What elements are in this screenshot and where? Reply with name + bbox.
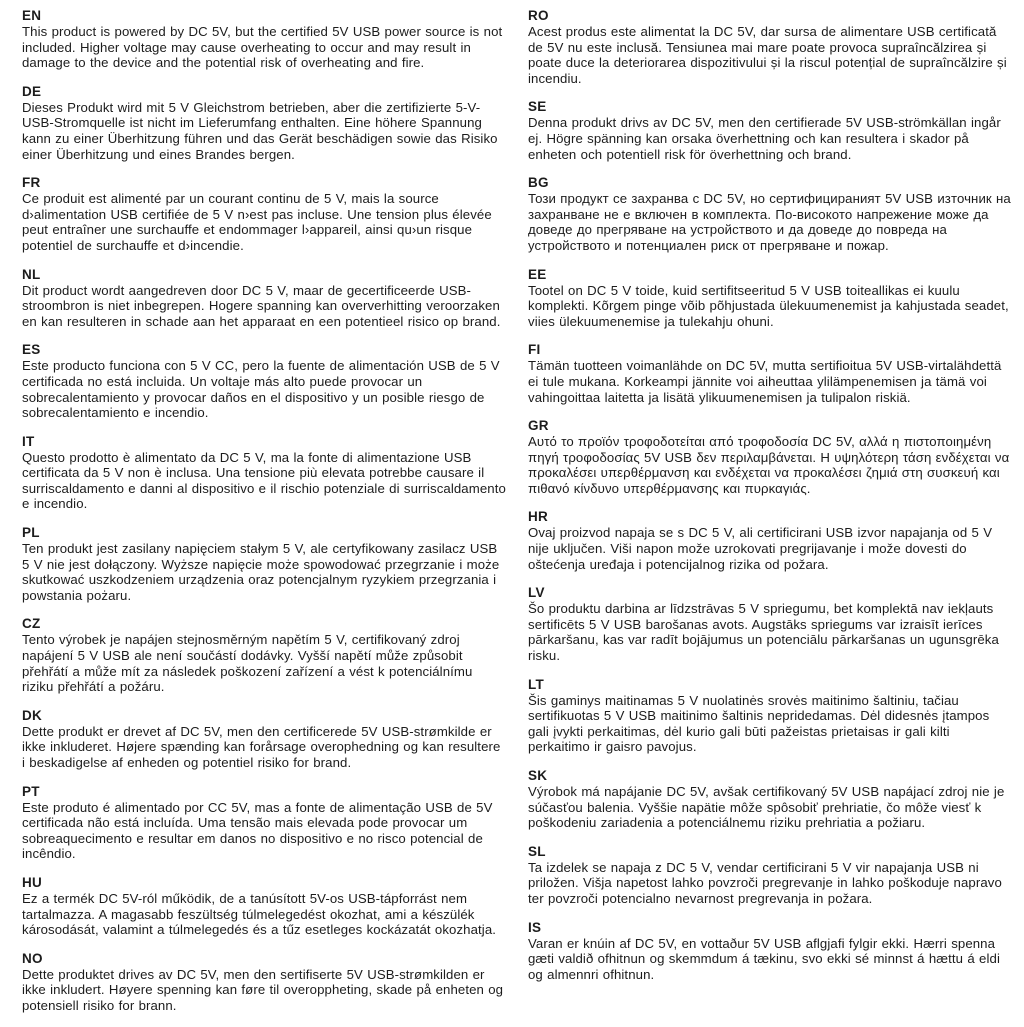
warning-text: Dit product wordt aangedreven door DC 5 V, maar de gecertificeerde USB-stroombron is niet inbegrepen. Hogere spanning kan oververhitting veroorzaken en kan resulteren in schade aan het apparaat en een potentieel risico op brand. — [22, 282, 501, 329]
language-section-lt — [528, 677, 1012, 755]
language-section-fr — [22, 175, 506, 253]
warning-text: Този продукт се захранва с DC 5V, но сертифицираният 5V USB източник на захранване не е включен в комплекта. По-високото напрежение може да доведе до прегряване на устройството и да доведе до повреда на устройството и потенциален риск от прегряване и пожар. — [528, 191, 1011, 253]
warning-text: Dette produkt er drevet af DC 5V, men den certificerede 5V USB-strømkilde er ikke inkluderet. Højere spænding kan forårsage overophedning og kan resultere i beskadigelse af enheden og potentiel risiko for brand. — [22, 723, 501, 770]
language-section-se — [528, 99, 1012, 162]
language-code: ES — [22, 342, 41, 358]
language-code: BG — [528, 175, 549, 191]
warning-text: Ce produit est alimenté par un courant continu de 5 V, mais la source d›alimentation USB certifiée de 5 V n›est pas incluse. Une tension plus élevée peut entraîner une surchauffe et endommager l›appareil, ainsi qu›un risque potentiel de surchauffe et d›incendie. — [22, 191, 492, 253]
language-section-cz — [22, 616, 506, 694]
warning-text: Este producto funciona con 5 V CC, pero la fuente de alimentación USB de 5 V certificada no está incluida. Un voltaje más alto puede provocar un sobrecalentamiento y provocar daños en el dispositivo y un posible riesgo de sobrecalentamiento e incendio. — [22, 358, 500, 421]
warning-text: Tootel on DC 5 V toide, kuid sertifitseeritud 5 V USB toiteallikas ei kuulu komplekti. Kõrgem pinge võib põhjustada ülekuumenemist ja kahjustada seadet, viies ülekuumenemise ja tulekahju ohuni. — [528, 282, 1009, 329]
language-section-pl — [22, 525, 506, 603]
warning-text: Šis gaminys maitinamas 5 V nuolatinės srovės maitinimo šaltiniu, tačiau sertifikuotas 5 V USB maitinimo šaltinis nepridedamas. Dėl didesnės įtampos gali įvykti perkaitimas, dėl kurio gali būti pažeistas prietaisas ir gali kilti perkaitimo ir gaisro pavojus. — [528, 692, 990, 755]
warning-text: Αυτό το προϊόν τροφοδοτείται από τροφοδοσία DC 5V, αλλά η πιστοποιημένη πηγή τροφοδοσίας 5V USB δεν περιλαμβάνεται. Η υψηλότερη τάση ενδέχεται να προκαλέσει υπερθέρμανση και ενδέχεται να προκαλέσει ζημιά στη συσκευή και πιθανό κίνδυνο υπερθέρμανσης και πυρκαγιάς. — [528, 434, 1010, 496]
language-section-it — [22, 434, 506, 512]
language-section-dk — [22, 708, 506, 771]
language-section-en — [22, 8, 506, 71]
language-code: FI — [528, 342, 541, 358]
language-code: RO — [528, 8, 549, 23]
language-section-lv — [528, 585, 1012, 663]
right-column — [528, 8, 1012, 1027]
warning-text: Ovaj proizvod napaja se s DC 5 V, ali certificirani USB izvor napajanja od 5 V nije uključen. Viši napon može uzrokovati pregrijavanje i može dovesti do oštećenja uređaja i potencijalnog rizika od požara. — [528, 525, 993, 572]
language-code: EN — [22, 8, 42, 23]
language-code: FR — [22, 175, 41, 191]
warning-text: Tämän tuotteen voimanlähde on DC 5V, mutta sertifioitua 5V USB-virtalähdettä ei tule mukana. Korkeampi jännite voi aiheuttaa ylilämpenemisen ja tämä voi vahingoittaa laitetta ja lisätä ylikuumenemisen ja tulipalon riskiä. — [528, 358, 1002, 405]
warning-text: Šo produktu darbina ar līdzstrāvas 5 V spriegumu, bet komplektā nav iekļauts sertificēts 5 V USB barošanas avots. Augstāks spriegums var izraisīt ierīces pārkaršanu, kas var radīt bojājumus un potenciālu pārkaršanas un ugunsgrēka risku. — [528, 601, 999, 664]
warning-text: This product is powered by DC 5V, but the certified 5V USB power source is not included. Higher voltage may cause overheating to occur and may result in damage to the device and the potential risk of overheating and fire. — [22, 24, 503, 71]
language-code: PL — [22, 525, 40, 541]
warning-text: Denna produkt drivs av DC 5V, men den certifierade 5V USB-strömkällan ingår ej. Högre spänning kan orsaka överhettning och kan resultera i skador på enheten och potentiell risk för överhettning och brand. — [528, 115, 1001, 162]
language-section-pt — [22, 784, 506, 862]
language-section-de — [22, 84, 506, 162]
language-section-bg — [528, 175, 1012, 253]
language-code: NL — [22, 266, 41, 282]
language-section-sl — [528, 844, 1012, 907]
language-section-gr — [528, 418, 1012, 496]
language-code: EE — [528, 266, 547, 282]
warning-text: Výrobok má napájanie DC 5V, avšak certifikovaný 5V USB napájací zdroj nie je súčasťou balenia. Vyššie napätie môže spôsobiť prehriatie, čo môže viesť k poškodeniu zariadenia a potenciálnemu riziku prehriatia a požiaru. — [528, 784, 1005, 831]
language-section-es — [22, 342, 506, 420]
language-code: IT — [22, 433, 35, 449]
language-section-fi — [528, 342, 1012, 405]
language-code: SE — [528, 99, 547, 115]
warning-text: Tento výrobek je napájen stejnosměrným napětím 5 V, certifikovaný zdroj napájení 5 V USB ale není součástí dodávky. Vyšší napětí může způsobit přehřátí a může mít za následek poškození zařízení a vést k potenciálnímu riziku přehřátí a požáru. — [22, 632, 473, 695]
warning-text: Ez a termék DC 5V-ról működik, de a tanúsított 5V-os USB-tápforrást nem tartalmazza. A magasabb feszültség túlmelegedést okozhat, ami a készülék károsodását, valamint a túlmelegedés és a tűz esetleges kockázatát okozhatja. — [22, 890, 497, 938]
warning-text: Acest produs este alimentat la DC 5V, dar sursa de alimentare USB certificată de 5V nu este inclusă. Tensiunea mai mare poate provoca supraîncălzirea și poate duce la deteriorarea dispozitivului și la riscul potențial de supraîncălzire și incendiu. — [528, 24, 1007, 86]
language-code: HR — [528, 509, 548, 525]
warning-text: Varan er knúin af DC 5V, en vottaður 5V USB aflgjafi fylgir ekki. Hærri spenna gæti valdið ofhitnun og skemmdum á tækinu, svo ekki sé minnst á hættu á eldi og almennri ofhitnun. — [528, 935, 1000, 982]
language-section-nl — [22, 267, 506, 330]
language-section-no — [22, 951, 506, 1014]
language-section-hu — [22, 875, 506, 938]
language-code: GR — [528, 418, 549, 434]
language-code: DE — [22, 83, 42, 99]
language-section-is — [528, 920, 1012, 983]
language-section-sk — [528, 768, 1012, 831]
left-column — [22, 8, 506, 1027]
language-code: CZ — [22, 616, 41, 632]
language-code: DK — [22, 707, 42, 723]
warning-text: Dette produktet drives av DC 5V, men den sertifiserte 5V USB-strømkilden er ikke inkludert. Høyere spenning kan føre til overoppheting, skade på enheten og potensiell risiko for brann. — [22, 966, 504, 1013]
language-code: LT — [528, 676, 544, 692]
warning-text: Este produto é alimentado por CC 5V, mas a fonte de alimentação USB de 5V certificada não está incluída. Uma tensão mais elevada pode provocar um sobreaquecimento e resultar em danos no dispositivo e no risco potencial de incêndio. — [22, 799, 493, 862]
language-code: LV — [528, 585, 545, 601]
language-code: IS — [528, 919, 542, 935]
language-section-ro — [528, 8, 1012, 86]
language-code: SK — [528, 768, 548, 783]
warning-text: Dieses Produkt wird mit 5 V Gleichstrom betrieben, aber die zertifizierte 5-V-USB-Stromquelle ist nicht im Lieferumfang enthalten. Eine höhere Spannung kann zu einer Überhitzung führen und das Gerät beschädigen sowie das Risiko einer Überhitzung und eines Brandes bergen. — [22, 99, 498, 162]
language-code: PT — [22, 783, 40, 799]
language-code: NO — [22, 950, 43, 966]
warning-text: Ten produkt jest zasilany napięciem stałym 5 V, ale certyfikowany zasilacz USB 5 V nie jest dołączony. Wyższe napięcie może spowodować przegrzanie i może skutkować uszkodzeniem urządzenia oraz potencjalnym ryzykiem przegrzania i powstania pożaru. — [22, 541, 500, 603]
language-code: HU — [22, 874, 42, 890]
warning-text: Ta izdelek se napaja z DC 5 V, vendar certificirani 5 V vir napajanja USB ni priložen. Višja napetost lahko povzroči pregrevanje in lahko poškoduje napravo ter povzroči potencialno nevarnost pregrevanja in požara. — [528, 859, 1002, 906]
warning-text: Questo prodotto è alimentato da DC 5 V, ma la fonte di alimentazione USB certificata da 5 V non è inclusa. Una tensione più elevata potrebbe causare il surriscaldamento e danni al dispositivo e il rischio potenziale di surriscaldamento e incendio. — [22, 449, 506, 512]
language-section-ee — [528, 267, 1012, 330]
language-code: SL — [528, 843, 546, 859]
language-section-hr — [528, 509, 1012, 572]
